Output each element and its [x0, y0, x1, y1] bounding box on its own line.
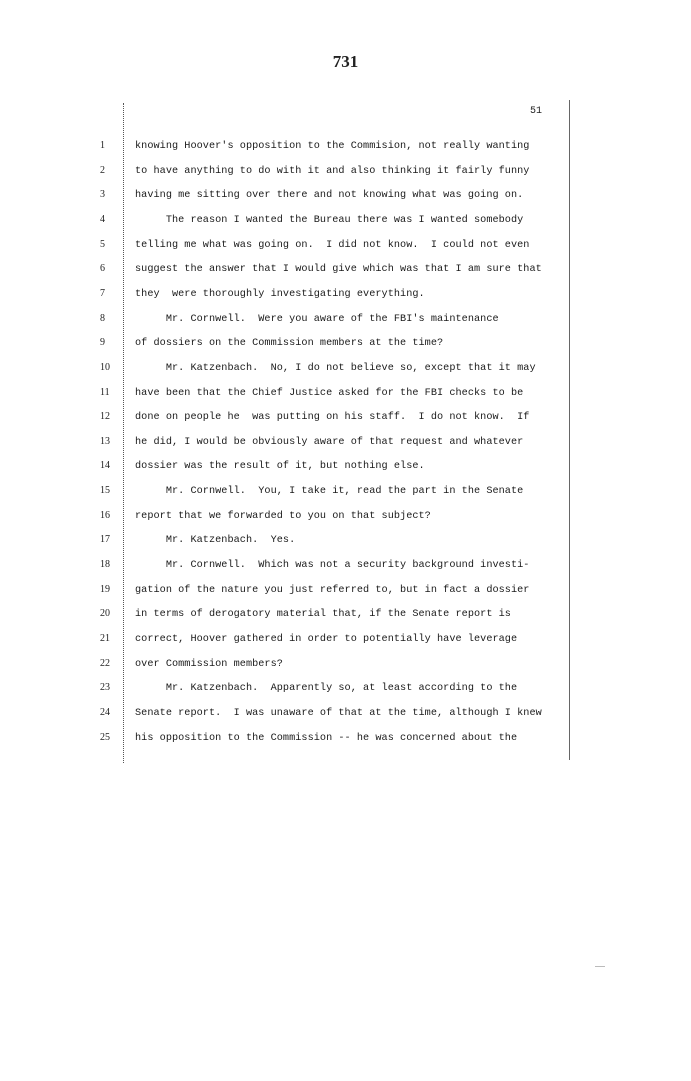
- line-number: 21: [100, 633, 110, 644]
- line-number: 8: [100, 312, 105, 324]
- transcript-line: [0, 387, 691, 407]
- transcript-line: [0, 534, 691, 554]
- line-number: 12: [100, 411, 110, 423]
- line-number: 14: [100, 460, 110, 472]
- transcript-page-number: 51: [530, 106, 543, 117]
- line-text: Mr. Katzenbach. Yes.: [135, 535, 296, 547]
- line-text: his opposition to the Commission -- he was concerned about the: [135, 732, 518, 744]
- transcript-line: [0, 633, 691, 653]
- transcript-line: [0, 165, 691, 185]
- line-text: Mr. Katzenbach. Apparently so, at least according to the: [135, 683, 518, 695]
- transcript-line: [0, 485, 691, 505]
- line-number: 4: [100, 213, 105, 225]
- line-number: 20: [100, 608, 110, 620]
- line-text: The reason I wanted the Bureau there was I wanted somebody: [135, 214, 524, 226]
- transcript-line: [0, 436, 691, 456]
- line-text: Mr. Cornwell. Which was not a security background investi-: [135, 560, 530, 571]
- line-number: 19: [100, 583, 110, 595]
- line-text: done on people he was putting on his staff. I do not know. If: [135, 412, 530, 424]
- line-number: 16: [100, 509, 110, 521]
- line-text: Mr. Katzenbach. No, I do not believe so, except that it may: [135, 362, 536, 374]
- line-text: telling me what was going on. I did not know. I could not even: [135, 239, 530, 251]
- line-text: having me sitting over there and not knowing what was going on.: [135, 190, 524, 202]
- line-number: 15: [100, 485, 110, 497]
- line-text: Mr. Cornwell. You, I take it, read the part in the Senate: [135, 486, 524, 498]
- line-text: Senate report. I was unaware of that at the time, although I knew: [135, 707, 542, 719]
- transcript-line: [0, 313, 691, 333]
- line-number: 9: [100, 337, 105, 349]
- line-text: dossier was the result of it, but nothing else.: [135, 461, 425, 473]
- transcript-line: [0, 559, 691, 579]
- line-number: 25: [100, 731, 110, 743]
- line-number: 24: [100, 706, 110, 718]
- line-text: have been that the Chief Justice asked for the FBI checks to be: [135, 387, 524, 399]
- transcript-line: [0, 189, 691, 209]
- transcript-line: [0, 140, 691, 160]
- line-text: to have anything to do with it and also thinking it fairly funny: [135, 165, 530, 177]
- line-text: they were thoroughly investigating everything.: [135, 288, 425, 300]
- line-number: 13: [100, 435, 110, 447]
- transcript-line: [0, 510, 691, 530]
- line-text: in terms of derogatory material that, if the Senate report is: [135, 609, 511, 621]
- transcript-line: [0, 707, 691, 727]
- line-number: 18: [100, 559, 110, 570]
- transcript-line: [0, 214, 691, 234]
- line-number: 3: [100, 189, 105, 201]
- transcript-line: [0, 732, 691, 752]
- transcript-line: [0, 608, 691, 628]
- line-number: 10: [100, 361, 110, 373]
- transcript-line: [0, 288, 691, 308]
- line-number: 23: [100, 682, 110, 694]
- line-number: 6: [100, 263, 105, 275]
- line-number: 7: [100, 287, 105, 299]
- line-text: Mr. Cornwell. Were you aware of the FBI's maintenance: [135, 313, 499, 325]
- line-text: report that we forwarded to you on that subject?: [135, 510, 431, 522]
- line-number: 1: [100, 140, 105, 151]
- line-text: of dossiers on the Commission members at the time?: [135, 338, 444, 350]
- line-text: correct, Hoover gathered in order to potentially have leverage: [135, 634, 518, 645]
- transcript-line: [0, 460, 691, 480]
- line-text: gation of the nature you just referred to, but in fact a dossier: [135, 584, 530, 596]
- transcript-line: [0, 584, 691, 604]
- line-text: over Commission members?: [135, 658, 283, 670]
- line-text: he did, I would be obviously aware of that request and whatever: [135, 436, 524, 448]
- line-number: 17: [100, 534, 110, 546]
- transcript-line: [0, 337, 691, 357]
- transcript-line: [0, 411, 691, 431]
- transcript-line: [0, 239, 691, 259]
- line-number: 5: [100, 238, 105, 250]
- transcript-line: [0, 362, 691, 382]
- page-number: 731: [332, 52, 359, 71]
- scan-speck: [595, 966, 605, 967]
- transcript-line: [0, 658, 691, 678]
- line-number: 22: [100, 657, 110, 669]
- line-text: suggest the answer that I would give which was that I am sure that: [135, 264, 542, 276]
- line-number: 11: [100, 386, 110, 398]
- line-number: 2: [100, 164, 105, 176]
- transcript-line: [0, 263, 691, 283]
- line-text: knowing Hoover's opposition to the Commision, not really wanting: [135, 141, 530, 152]
- transcript-line: [0, 682, 691, 702]
